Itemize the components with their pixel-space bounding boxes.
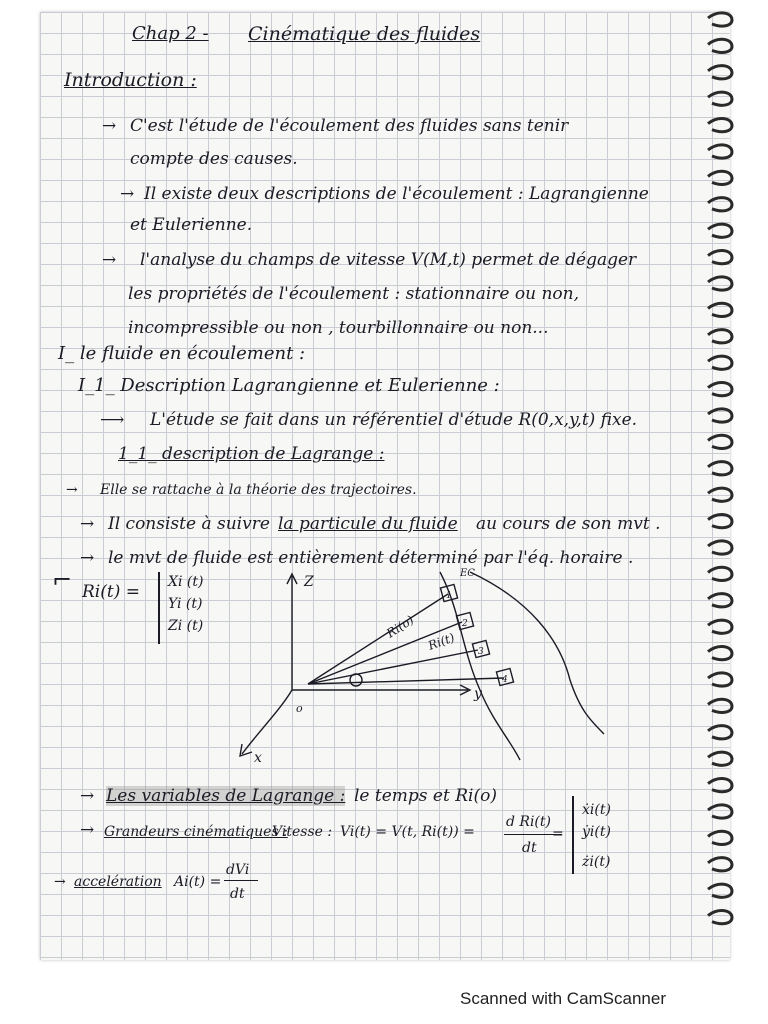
section1-heading: I_ le fluide en écoulement : bbox=[58, 343, 306, 364]
spiral-ring bbox=[708, 356, 732, 369]
bullet2-b: la particule du fluide bbox=[278, 514, 458, 534]
x-axis bbox=[242, 690, 292, 754]
spiral-ring bbox=[708, 884, 732, 897]
bracket-mark: ⌐ bbox=[52, 566, 73, 594]
axis-x-label: x bbox=[254, 750, 262, 766]
axis-z-label: Z bbox=[304, 574, 314, 590]
vector-name: Ri(t) = bbox=[82, 582, 140, 602]
matrix-bar bbox=[572, 796, 574, 874]
trajectory-diagram bbox=[230, 560, 610, 770]
section1-sub1-text: L'étude se fait dans un référentiel d'étude R(0,x,y,t) fixe. bbox=[150, 410, 638, 430]
spiral-ring bbox=[708, 831, 732, 844]
section1-sub2: 1_1_ description de Lagrange : bbox=[118, 444, 385, 464]
intro-p3-line3: incompressible ou non , tourbillonnaire ou non... bbox=[128, 318, 549, 338]
spiral-ring bbox=[708, 488, 732, 501]
intro-p3-line1: l'analyse du champs de vitesse V(M,t) permet de dégager bbox=[140, 250, 637, 270]
particle-label: 2 bbox=[462, 619, 468, 629]
spiral-ring bbox=[708, 224, 732, 237]
spiral-ring bbox=[708, 541, 732, 554]
ri0-label: Ri(o) bbox=[384, 612, 417, 641]
lagrange-vars-value: le temps et Ri(o) bbox=[354, 786, 497, 806]
spiral-ring bbox=[708, 620, 732, 633]
spiral-ring bbox=[708, 145, 732, 158]
streamline-left bbox=[440, 572, 520, 760]
velocity-y: ẏi(t) bbox=[582, 824, 611, 840]
vitesse-label: Vitesse : bbox=[272, 824, 333, 840]
particle-label: 3 bbox=[478, 647, 484, 657]
bullet2-a: Il consiste à suivre bbox=[108, 514, 270, 534]
spiral-ring bbox=[708, 119, 732, 132]
particle-label: 4 bbox=[502, 675, 508, 685]
arrow-icon: ⟶ bbox=[100, 410, 125, 430]
accel-fraction-numerator: dVi bbox=[226, 862, 250, 878]
spiral-ring bbox=[708, 330, 732, 343]
arrow-icon: → bbox=[80, 786, 95, 806]
arrow-icon: → bbox=[120, 184, 135, 204]
arrow-icon: → bbox=[66, 482, 78, 498]
vector-y: Yi (t) bbox=[168, 596, 203, 612]
chapter-label: Chap 2 - bbox=[132, 23, 209, 44]
spiral-ring bbox=[708, 198, 732, 211]
intro-p2-line2: et Eulerienne. bbox=[130, 215, 253, 235]
spiral-ring bbox=[708, 673, 732, 686]
ec-label: EC bbox=[460, 568, 475, 579]
particle-label: 1 bbox=[446, 591, 452, 601]
spiral-ring bbox=[708, 409, 732, 422]
page-title: Cinématique des fluides bbox=[248, 23, 481, 45]
intro-p1-line1: C'est l'étude de l'écoulement des fluides sans tenir bbox=[130, 116, 569, 136]
arrow-icon: → bbox=[102, 250, 117, 270]
spiral-ring bbox=[708, 567, 732, 580]
velocity-z: żi(t) bbox=[582, 854, 611, 870]
spiral-ring bbox=[708, 251, 732, 264]
scanner-watermark: Scanned with CamScanner bbox=[460, 989, 667, 1008]
lagrange-vars-label: Les variables de Lagrange : bbox=[106, 786, 346, 806]
bullet2-c: au cours de son mvt . bbox=[476, 514, 661, 534]
spiral-ring bbox=[708, 911, 732, 924]
spiral-ring bbox=[708, 779, 732, 792]
equals-sign: = bbox=[552, 826, 564, 842]
bullet1: Elle se rattache à la théorie des trajectoires. bbox=[100, 482, 417, 498]
section1-sub1: I_1_ Description Lagrangienne et Eulerienne : bbox=[78, 375, 500, 396]
spiral-ring bbox=[708, 277, 732, 290]
particle-origin bbox=[350, 674, 362, 686]
spiral-ring bbox=[708, 383, 732, 396]
acceleration-label: accelération bbox=[74, 874, 162, 890]
fraction-denominator: dt bbox=[522, 840, 537, 856]
origin-label: o bbox=[296, 702, 303, 715]
spiral-ring bbox=[708, 66, 732, 79]
kinematics-label: Grandeurs cinématiques : bbox=[104, 824, 288, 840]
spiral-ring bbox=[708, 805, 732, 818]
spiral-ring bbox=[708, 858, 732, 871]
intro-p3-line2: les propriétés de l'écoulement : stationnaire ou non, bbox=[128, 284, 579, 304]
arrow-icon: → bbox=[80, 548, 95, 568]
intro-p1-line2: compte des causes. bbox=[130, 149, 298, 169]
spiral-binding bbox=[702, 10, 742, 960]
spiral-ring bbox=[708, 752, 732, 765]
spiral-ring bbox=[708, 726, 732, 739]
spiral-ring bbox=[708, 171, 732, 184]
rit-label: Ri(t) bbox=[426, 630, 457, 653]
intro-heading: Introduction : bbox=[64, 69, 197, 91]
arrow-icon: → bbox=[54, 874, 66, 890]
velocity-x: ẋi(t) bbox=[582, 802, 611, 818]
vitesse-expression: Vi(t) = V(t, Ri(t)) = bbox=[340, 824, 475, 840]
arrow-icon: → bbox=[102, 116, 117, 136]
vector-x: Xi (t) bbox=[168, 574, 204, 590]
notebook-page bbox=[40, 12, 730, 960]
spiral-ring bbox=[708, 594, 732, 607]
fraction-bar bbox=[224, 880, 258, 881]
spiral-ring bbox=[708, 515, 732, 528]
acceleration-expression: Ai(t) = bbox=[174, 874, 222, 890]
axis-y-label: y bbox=[474, 686, 482, 702]
spiral-ring bbox=[708, 13, 732, 26]
intro-p2-line1: Il existe deux descriptions de l'écoulement : Lagrangienne bbox=[144, 184, 649, 204]
arrow-icon: → bbox=[80, 514, 95, 534]
vector-z: Zi (t) bbox=[168, 618, 204, 634]
matrix-bar bbox=[158, 572, 160, 644]
arrow-icon: → bbox=[80, 820, 95, 840]
fraction-numerator: d Ri(t) bbox=[506, 814, 551, 830]
spiral-ring bbox=[708, 92, 732, 105]
spiral-ring bbox=[708, 435, 732, 448]
spiral-ring bbox=[708, 39, 732, 52]
bullet3: le mvt de fluide est entièrement déterminé par l'éq. horaire . bbox=[108, 548, 634, 568]
spiral-ring bbox=[708, 699, 732, 712]
spiral-ring bbox=[708, 303, 732, 316]
accel-fraction-denominator: dt bbox=[230, 886, 245, 902]
x-arrowhead bbox=[240, 744, 252, 756]
spiral-ring bbox=[708, 462, 732, 475]
spiral-ring bbox=[708, 647, 732, 660]
